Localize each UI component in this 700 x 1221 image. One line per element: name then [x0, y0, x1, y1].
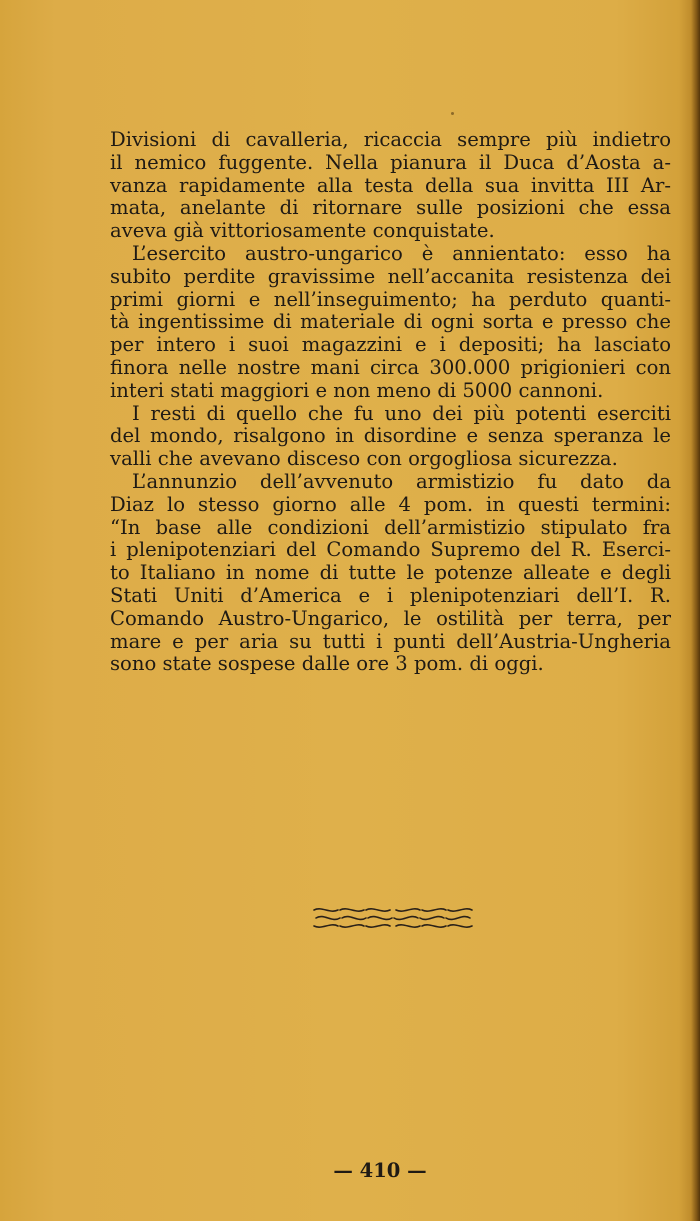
text-line: sono state sospese dalle ore 3 pom. di oggi.	[110, 652, 544, 676]
text-line: vanza rapidamente alla testa della sua invitta III Ar-	[110, 173, 671, 197]
decorative-scroll-ornament-icon	[312, 904, 474, 932]
text-line: finora nelle nostre mani circa 300.000 prigionieri con	[110, 355, 671, 379]
text-line: mata, anelante di ritornare sulle posizioni che essa	[110, 196, 671, 220]
text-line: primi giorni e nell’inseguimento; ha perduto quanti-	[110, 287, 671, 311]
paper-speck	[451, 112, 454, 115]
text-line: mare e per aria su tutti i punti dell’Austria-Ungheria	[110, 629, 671, 653]
text-line: “In base alle condizioni dell’armistizio stipulato fra	[110, 515, 671, 539]
text-line: Comando Austro-Ungarico, le ostilità per terra, per	[110, 606, 671, 630]
text-line: per intero i suoi magazzini e i depositi; ha lasciato	[110, 333, 671, 357]
text-line: Diaz lo stesso giorno alle 4 pom. in questi termini:	[110, 492, 671, 516]
body-text	[110, 129, 671, 676]
text-line: Divisioni di cavalleria, ricaccia sempre più indietro	[110, 128, 671, 151]
text-line: I resti di quello che fu uno dei più potenti eserciti	[132, 401, 671, 425]
text-line: L’esercito austro-ungarico è annientato: esso ha	[132, 241, 671, 265]
text-line: Stati Uniti d’America e i plenipotenziari dell’I. R.	[110, 583, 671, 607]
text-line: valli che avevano disceso con orgogliosa sicurezza.	[110, 447, 618, 471]
text-line: subito perdite gravissime nell’accanita resistenza dei	[110, 264, 671, 288]
text-line: L’annunzio dell’avvenuto armistizio fu dato da	[132, 469, 671, 493]
text-line: il nemico fuggente. Nella pianura il Duca d’Aosta a-	[110, 150, 671, 174]
page-number: — 410 —	[333, 1159, 427, 1182]
text-line: del mondo, risalgono in disordine e senza speranza le	[110, 424, 671, 448]
text-line: aveva già vittoriosamente conquistate.	[110, 219, 495, 243]
text-line: interi stati maggiori e non meno di 5000 cannoni.	[110, 378, 604, 402]
text-line: to Italiano in nome di tutte le potenze alleate e degli	[110, 561, 671, 585]
page-edge-shadow	[691, 0, 700, 1221]
text-line: i plenipotenziari del Comando Supremo del R. Eserci-	[110, 538, 671, 562]
text-line: tà ingentissime di materiale di ogni sorta e presso che	[110, 310, 671, 334]
